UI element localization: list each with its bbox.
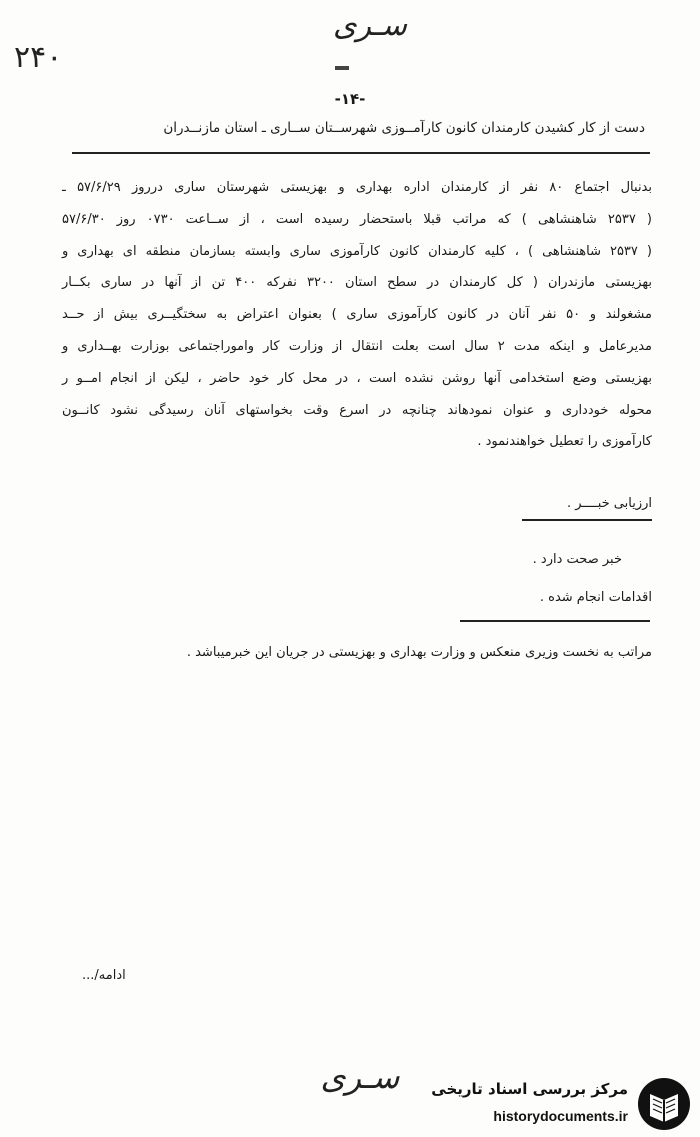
body-line: مدیرعامل و اینکه مدت ۲ سال است بعلت انتقال از وزارت کار واموراجتماعی بوزارت بهــداری و <box>62 338 652 354</box>
section-divider <box>460 620 650 622</box>
action-status: اقدامات انجام شده . <box>539 590 652 605</box>
body-line: کارآموزی را تعطیل خواهندنمود . <box>477 434 652 450</box>
body-line: بهزیستی وضع استخدامی آنها روشن نشده است ، در محل کار خود حاضر ، لیکن از انجام امــو ر <box>62 370 652 386</box>
evaluation-status: خبر صحت دارد . <box>532 552 622 567</box>
notice-text: مراتب به نخست وزیری منعکس و وزارت بهداری و بهزیستی در جریان این خبرمیباشد . <box>186 645 652 660</box>
document-title: دست از کار کشیدن کارمندان کانون کارآمــوزی شهرســتان ســاری ـ استان مازنــدران <box>163 120 645 136</box>
classification-stamp-bottom: سـری <box>320 1058 400 1096</box>
book-logo-icon <box>636 1076 692 1132</box>
evaluation-underline <box>522 519 652 521</box>
evaluation-label: ارزیابی خبــــر . <box>567 496 652 511</box>
body-line: بهزیستی مازندران ( کل کارمندان در سطح استان ۳۲۰۰ نفرکه ۴۰۰ تن از آنها در ساری بکــار <box>62 275 652 291</box>
body-line: مشغولند و ۵۰ نفر آنان در کانون کارآموزی ساری ) بعنوان اعتراض به سختگیــری بیش از حــد <box>62 307 652 323</box>
page-number: -۱۴- <box>334 90 366 108</box>
watermark <box>418 1072 698 1136</box>
ink-mark <box>335 66 349 70</box>
continued-marker: ادامه/... <box>82 968 126 983</box>
body-line: محوله خودداری و عنوان نمودهاند چنانچه در اسرع وقت بخواستهای آنان رسیدگی نشود کانــون <box>62 402 652 418</box>
watermark-name: مرکز بررسی اسناد تاریخی <box>431 1080 628 1098</box>
title-divider <box>72 152 650 154</box>
body-line: بدنبال اجتماع ۸۰ نفر از کارمندان اداره بهداری و بهزیستی شهرستان ساری درروز ۵۷/۶/۲۹ ـ <box>62 180 652 195</box>
body-line: ( ۲۵۳۷ شاهنشاهی ) ، کلیه کارمندان کانون کارآموزی ساری وابسته بسازمان منطقه ای بهداری و <box>62 243 652 259</box>
handwritten-page-number: ۲۴۰ <box>14 40 63 75</box>
watermark-url: historydocuments.ir <box>493 1108 628 1124</box>
report-body <box>62 172 652 458</box>
body-line: ( ۲۵۳۷ شاهنشاهی ) که مراتب قبلا باستحضار رسیده است ، از ســاعت ۰۷۳۰ روز ۵۷/۶/۳۰ <box>62 211 652 227</box>
classification-stamp-top: سـری <box>333 8 407 43</box>
